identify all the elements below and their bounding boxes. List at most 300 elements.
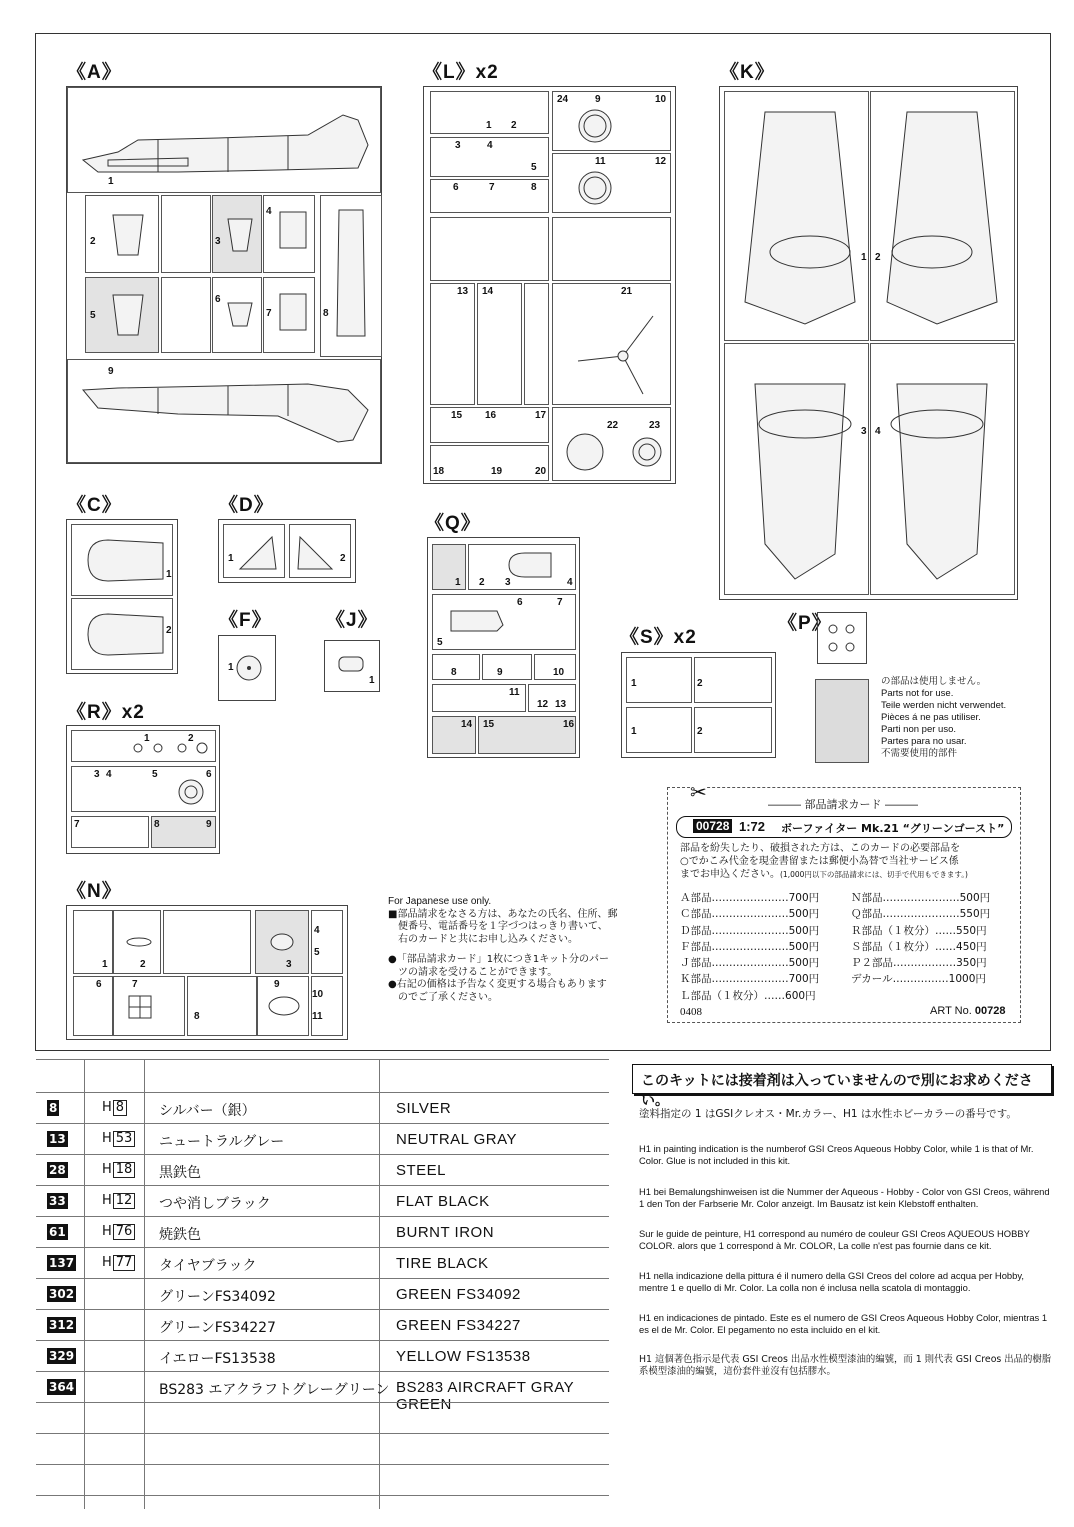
part-number: 1: [228, 553, 234, 564]
part-number: 23: [649, 420, 661, 431]
canopy-part: [337, 653, 367, 677]
part-l22-23-cell: [552, 407, 671, 481]
table-row: [36, 1247, 609, 1279]
part-number: 11: [595, 156, 606, 167]
cockpit-floor-part: [447, 605, 507, 635]
bulkhead-part: [108, 290, 148, 340]
part-c1-cell: [71, 524, 173, 596]
part-s1-cell: [626, 707, 692, 753]
part-a1-cell: [67, 87, 381, 193]
not-used-legend: [881, 676, 1006, 760]
part-n9-cell: [257, 976, 309, 1036]
not-used-de: Teile werden nicht verwendet.: [881, 700, 1007, 711]
hobby-color-prefix: H: [102, 1255, 112, 1270]
bulkhead-part: [108, 210, 148, 260]
part-number: 5: [152, 769, 158, 780]
instruction-line: までお申込ください。: [680, 869, 780, 880]
instruction-line: 部品を紛失したり、破損された方は、このカードの必要部品を: [680, 843, 960, 854]
hobby-color-prefix: H: [102, 1100, 112, 1115]
part-number: 15: [483, 719, 495, 730]
part-number: 18: [433, 466, 445, 477]
part-a8-cell: [320, 195, 382, 357]
part-number: 11: [312, 1011, 323, 1022]
part-k1-cell: [724, 91, 869, 341]
notes-line: 便番号、電話番号を１字づつはっきり書いて、: [398, 921, 608, 932]
sprue-d: [218, 519, 356, 583]
sprue-cell-empty: [524, 283, 549, 405]
part-number: 16: [563, 719, 575, 730]
paint-note-it: H1 nella indicazione della pittura é il numero della GSI Creos del colore ad acqua per Hobby, mentre 1 e quello di Mr. Color. La colla non é inclusa nella scatola di montaggio.: [639, 1270, 1024, 1293]
part-n2-cell: [113, 910, 161, 974]
part-number: 6: [215, 294, 221, 305]
part-s2-cell: [694, 707, 772, 753]
price-item: デカール‥‥‥‥‥‥‥‥1000円: [851, 973, 986, 986]
order-card-title-row: ――― 部品請求カード ―――: [768, 798, 918, 811]
sprue-f: [218, 635, 276, 701]
part-number: 3: [455, 140, 461, 151]
part-n10-11-cell: [311, 976, 343, 1036]
color-name-en: GREEN FS34227: [396, 1317, 521, 1334]
part-l14-cell: [477, 283, 522, 405]
color-name-en: BURNT IRON: [396, 1224, 495, 1241]
color-name-en: TIRE BLACK: [396, 1255, 489, 1272]
seat-part: [225, 216, 255, 256]
part-number: 5: [314, 947, 320, 958]
hobby-color-number: 77: [113, 1255, 136, 1271]
sprue-n: [66, 905, 348, 1040]
color-name-jp: 黒鉄色: [159, 1165, 201, 1181]
price-item: Ａ部品‥‥‥‥‥‥‥‥‥‥‥700円: [680, 892, 820, 904]
part-number: 1: [144, 733, 150, 744]
part-number: 22: [607, 420, 619, 431]
part-number: 4: [106, 769, 112, 780]
part-n1-cell: [73, 910, 113, 974]
part-n3-cell: [255, 910, 309, 974]
notes-line: 右のカードと共にお申し込みください。: [398, 933, 578, 945]
part-number: 2: [697, 726, 703, 737]
part-r7-cell: [71, 816, 149, 848]
clear-parts: [824, 619, 860, 657]
color-name-jp: タイヤブラック: [159, 1258, 257, 1274]
group-k-title: 《K》: [720, 62, 775, 83]
paint-notes: [639, 1108, 1052, 1378]
part-number: 1: [166, 569, 172, 580]
part-number: 1: [108, 176, 114, 187]
paint-note-de: H1 bei Bemalungshinweisen ist die Nummer der Aqueous - Hobby - Color von GSI Creos, während 1 den Ton der Farbserie Mr. Color anzeigt. Im Bausatz ist kein Klebstoff enthalten.: [639, 1186, 1050, 1209]
order-card-title: 部品請求カード: [804, 798, 882, 811]
price-list-right: [851, 890, 990, 988]
part-number: 2: [140, 959, 146, 970]
part-r8-9-cell: [151, 816, 216, 848]
part-number: 1: [455, 577, 461, 588]
part-number: 6: [206, 769, 212, 780]
part-number: 4: [266, 206, 272, 217]
part-q11-cell: [432, 684, 526, 712]
color-name-en: SILVER: [396, 1100, 452, 1117]
part-q5-7-cell: [432, 594, 576, 650]
part-number: 2: [511, 120, 517, 131]
table-header-row: [36, 1059, 609, 1093]
hobby-color-code: [102, 1162, 135, 1178]
scissors-icon: ✂: [690, 780, 707, 804]
kit-name: ボーファイター Mk.21 “グリーンゴースト”: [781, 822, 1005, 835]
part-number: 2: [697, 678, 703, 689]
part-number: 7: [132, 979, 138, 990]
floor-part: [333, 206, 369, 346]
not-used-es: Partes para no usar.: [881, 736, 967, 747]
art-number: [930, 1005, 1005, 1017]
part-number: 21: [621, 286, 633, 297]
part-s1-cell: [626, 657, 692, 703]
canopy-frame-part: [126, 993, 156, 1023]
hobby-color-number: 76: [113, 1224, 136, 1240]
part-number: 2: [875, 252, 881, 263]
nose-part: [505, 551, 555, 579]
table-row: [36, 1309, 609, 1341]
notes-line: ■部品請求をなさる方は、あなたの氏名、住所、郵: [388, 908, 618, 920]
mr-color-code: 33: [49, 1194, 66, 1208]
part-number: 2: [479, 577, 485, 588]
part-d2-cell: [289, 524, 351, 578]
part-n6-cell: [73, 976, 113, 1036]
part-a2-cell: [85, 195, 159, 273]
price-item: Ｌ部品（１枚分）‥‥‥600円: [680, 989, 816, 1002]
part-c2-cell: [71, 598, 173, 670]
part-number: 9: [497, 667, 503, 678]
part-number: 2: [166, 625, 172, 636]
order-card-instructions: [680, 842, 968, 881]
part-number: 2: [90, 236, 96, 247]
price-list-left: [680, 890, 819, 1004]
sprue-l: [423, 86, 676, 484]
part-number: 12: [655, 156, 667, 167]
part-number: 4: [487, 140, 493, 151]
not-used-jp: の部品は使用しません。: [881, 676, 987, 687]
part-a4-cell: [263, 195, 315, 273]
glue-notice-box: [632, 1064, 1052, 1109]
part-number: 8: [451, 667, 457, 678]
color-name-jp: シルバー（銀）: [159, 1103, 256, 1119]
sprue-c: [66, 519, 178, 674]
paint-note-es: H1 en indicaciones de pintado. Este es el numero de GSI Creos Aqueous Hobby Color, mientras 1 es el de Mr. Color. El pegamento no esta incluido en el kit.: [639, 1312, 1048, 1335]
card-date-code: 0408: [680, 1006, 702, 1018]
part-number: 3: [215, 236, 221, 247]
panel-part: [278, 292, 308, 332]
price-item: Ｊ部品‥‥‥‥‥‥‥‥‥‥‥500円: [680, 957, 820, 970]
color-name-en: YELLOW FS13538: [396, 1348, 531, 1365]
part-number: 8: [194, 1011, 200, 1022]
hobby-color-code: [102, 1224, 135, 1240]
mr-color-code: 8: [49, 1101, 58, 1115]
part-number: 8: [154, 819, 160, 830]
part-number: 10: [553, 667, 565, 678]
part-q14-cell: [432, 716, 476, 754]
price-item: Ｄ部品‥‥‥‥‥‥‥‥‥‥‥500円: [680, 924, 820, 937]
price-item: Ｓ部品（１枚分）‥‥‥450円: [851, 940, 987, 953]
small-wheels-part: [130, 739, 214, 757]
part-number: 17: [535, 410, 547, 421]
mr-color-code: 13: [49, 1132, 66, 1146]
color-name-jp: イエローFS13538: [159, 1351, 276, 1367]
hobby-color-code: [102, 1100, 127, 1116]
part-a5-cell: [85, 277, 159, 353]
engine-nacelle-part: [78, 535, 168, 585]
part-number: 1: [102, 959, 108, 970]
notes-line: のでご了承ください。: [398, 991, 498, 1003]
color-name-en: STEEL: [396, 1162, 447, 1179]
color-name-en: NEUTRAL GRAY: [396, 1131, 518, 1148]
instruction-line: ○でかこみ代金を現金書留または郵便小為替で当社サービス係: [680, 856, 959, 867]
part-number: 1: [631, 726, 637, 737]
part-a7-cell: [263, 277, 315, 353]
hobby-color-number: 12: [113, 1193, 136, 1209]
part-number: 1: [861, 252, 867, 263]
part-d1-cell: [223, 524, 285, 578]
notes-line: ツの請求を受けることができます。: [398, 966, 558, 978]
price-item: Ｋ部品‥‥‥‥‥‥‥‥‥‥‥700円: [680, 973, 820, 986]
price-item: Ｒ部品（１枚分）‥‥‥550円: [851, 924, 987, 937]
part-number: 24: [557, 94, 569, 105]
part-number: 4: [875, 426, 881, 437]
part-number: 6: [453, 182, 459, 193]
group-r-title: 《R》x2: [67, 702, 145, 723]
engine-cowl-ring-part: [575, 168, 615, 208]
color-name-en: GREEN FS34092: [396, 1286, 521, 1303]
sprue-k: [719, 86, 1018, 600]
part-number: 1: [486, 120, 492, 131]
sprue-j: [324, 640, 380, 692]
part-number: 3: [286, 959, 292, 970]
not-used-swatch: [815, 679, 869, 763]
part-number: 13: [555, 699, 567, 710]
parts-order-card: [667, 780, 1021, 1023]
table-row: [36, 1278, 609, 1310]
part-number: 14: [482, 286, 494, 297]
mr-color-code: 61: [49, 1225, 66, 1239]
part-number: 1: [369, 675, 375, 686]
part-n7-cell: [113, 976, 185, 1036]
color-name-jp: BS283 エアクラフトグレーグリーン: [159, 1382, 390, 1398]
color-name-jp: 焼鉄色: [159, 1227, 201, 1243]
hobby-color-number: 18: [113, 1162, 136, 1178]
part-number: 5: [531, 162, 537, 173]
part-number: 9: [108, 366, 114, 377]
hobby-color-prefix: H: [102, 1162, 112, 1177]
tire-part: [176, 777, 206, 807]
group-d-title: 《D》: [219, 495, 274, 516]
sprue-cell-empty: [163, 910, 251, 974]
group-s-title: 《S》x2: [620, 627, 697, 648]
part-q12-13-cell: [528, 684, 576, 712]
part-number: 19: [491, 466, 503, 477]
part-q2-4-cell: [468, 544, 576, 590]
part-l9-10-cell: [552, 91, 671, 151]
hobby-color-prefix: H: [102, 1224, 112, 1239]
sprue-p: [817, 612, 867, 664]
part-q15-16-cell: [478, 716, 576, 754]
part-k4-cell: [870, 343, 1015, 595]
fuselage-half-part: [78, 100, 378, 180]
japanese-order-notes: [388, 896, 658, 1004]
color-name-jp: グリーンFS34092: [159, 1289, 276, 1305]
part-q8-cell: [432, 654, 480, 680]
part-number: 6: [517, 597, 523, 608]
hobby-color-prefix: H: [102, 1131, 112, 1146]
mr-color-code: 137: [49, 1256, 75, 1270]
price-item: Ｎ部品‥‥‥‥‥‥‥‥‥‥‥500円: [851, 892, 991, 904]
sprue-a: [66, 86, 382, 464]
paint-note-jp: 塗料指定の 1 はGSIクレオス・Mr.カラー、H1 は水性ホビーカラーの番号です。: [639, 1108, 1017, 1120]
hobby-color-code: [102, 1131, 135, 1147]
part-k3-cell: [724, 343, 869, 595]
part-number: 7: [74, 819, 80, 830]
art-number-label: ART No.: [930, 1005, 972, 1017]
part-k2-cell: [870, 91, 1015, 341]
part-q9-cell: [482, 654, 532, 680]
part-n4-5-cell: [311, 910, 343, 974]
color-name-en: BS283 AIRCRAFT GRAY GREEN: [396, 1379, 574, 1413]
part-number: 1: [631, 678, 637, 689]
part-l11-12-cell: [552, 153, 671, 213]
hobby-color-prefix: H: [102, 1193, 112, 1208]
paint-color-table: [36, 1059, 609, 1509]
part-a6-cell: [212, 277, 262, 353]
wing-lower-part: [877, 102, 1007, 332]
color-name-jp: グリーンFS34227: [159, 1320, 276, 1336]
notes-heading: For Japanese use only.: [388, 896, 492, 907]
notes-line: ●右記の価格は予告なく変更する場合もあります: [388, 979, 607, 990]
not-used-en: Parts not for use.: [881, 688, 954, 699]
part-q10-cell: [534, 654, 576, 680]
table-row: [36, 1340, 609, 1372]
mr-color-code: 312: [49, 1318, 75, 1332]
group-a-title: 《A》: [67, 62, 122, 83]
sprue-s: [621, 652, 776, 758]
part-r3-6-cell: [71, 766, 216, 812]
part-number: 5: [437, 637, 443, 648]
notes-line: ●「部品請求カード」1枚につき1キット分のパー: [388, 954, 610, 965]
fuselage-half-part: [78, 370, 378, 450]
part-l18-20-cell: [430, 445, 549, 481]
sprue-cell-empty: [161, 195, 211, 273]
paint-note-en: H1 in painting indication is the numberof GSI Creos Aqueous Hobby Color, while 1 is that of Mr. Color. Glue is not included in this kit.: [639, 1143, 1034, 1166]
table-row: [36, 1216, 609, 1248]
color-name-jp: ニュートラルグレー: [159, 1134, 285, 1150]
table-row-empty: [36, 1495, 609, 1527]
group-p-title: 《P》: [778, 613, 832, 634]
hobby-color-number: 8: [113, 1100, 127, 1116]
color-name-en: FLAT BLACK: [396, 1193, 490, 1210]
hobby-color-number: 53: [113, 1131, 136, 1147]
propeller-part: [573, 306, 663, 396]
sprue-cell-empty: [161, 277, 211, 353]
part-number: 4: [567, 577, 573, 588]
mr-color-code: 28: [49, 1163, 66, 1177]
part-l6-8-cell: [430, 179, 549, 213]
part-a3-cell: [212, 195, 262, 273]
sprue-cell-empty: [552, 217, 671, 281]
group-c-title: 《C》: [67, 495, 122, 516]
part-number: 4: [314, 925, 320, 936]
not-used-zh: 不需要使用的部件: [881, 748, 958, 759]
color-name-jp: つや消しブラック: [159, 1196, 271, 1212]
part-number: 8: [323, 308, 329, 319]
price-item: Ｆ部品‥‥‥‥‥‥‥‥‥‥‥500円: [680, 940, 820, 953]
part-l15-17-cell: [430, 407, 549, 443]
hobby-color-code: [102, 1193, 135, 1209]
part-l13-cell: [430, 283, 475, 405]
part-number: 9: [595, 94, 601, 105]
part-number: 2: [188, 733, 194, 744]
part-number: 7: [266, 308, 272, 319]
part-l1-2-cell: [430, 91, 549, 134]
not-used-fr: Pièces á ne pas utiliser.: [881, 712, 981, 723]
part-number: 2: [340, 553, 346, 564]
part-number: 3: [505, 577, 511, 588]
part-number: 9: [206, 819, 212, 830]
part-number: 5: [90, 310, 96, 321]
hobby-color-code: [102, 1255, 135, 1271]
part-number: 7: [557, 597, 563, 608]
part-number: 7: [489, 182, 495, 193]
price-item: Ｑ部品‥‥‥‥‥‥‥‥‥‥‥550円: [851, 908, 991, 921]
part-number: 14: [461, 719, 473, 730]
part-number: 13: [457, 286, 469, 297]
spinner-part: [235, 654, 265, 684]
sprue-r: [66, 725, 220, 854]
kit-name-box: [676, 816, 1012, 838]
wing-upper-part: [877, 364, 1007, 594]
kit-code: 00728: [693, 819, 732, 833]
part-number: 20: [535, 466, 547, 477]
table-row: [36, 1185, 609, 1217]
wing-lower-part: [735, 102, 865, 332]
table-row: [36, 1371, 609, 1413]
art-number-value: 00728: [974, 1005, 1006, 1017]
mr-color-code: 302: [49, 1287, 75, 1301]
canopy-part: [266, 993, 302, 1019]
table-row: [36, 1123, 609, 1155]
table-row-empty: [36, 1464, 609, 1496]
part-number: 9: [274, 979, 280, 990]
engine-cowl-ring-part: [575, 106, 615, 146]
panel-part: [278, 210, 308, 250]
group-f-title: 《F》: [219, 610, 272, 631]
wing-upper-part: [735, 364, 865, 594]
mr-color-code: 329: [49, 1349, 75, 1363]
part-l21-cell: [552, 283, 671, 405]
sprue-cell-empty: [430, 217, 549, 281]
table-row: [36, 1154, 609, 1186]
not-used-it: Parti non per uso.: [881, 724, 956, 735]
price-item: Ｃ部品‥‥‥‥‥‥‥‥‥‥‥500円: [680, 908, 820, 921]
part-n8-cell: [187, 976, 257, 1036]
kit-scale: 1:72: [739, 819, 766, 834]
table-row-empty: [36, 1402, 609, 1434]
part-number: 10: [655, 94, 667, 105]
mr-color-code: 364: [49, 1380, 75, 1394]
tailplane-part: [238, 533, 278, 573]
instruction-note: (1,000円以下の部品請求には、切手で代用もできます。): [780, 870, 968, 879]
part-number: 11: [509, 687, 520, 698]
part-a9-cell: [67, 359, 381, 463]
part-number: 12: [537, 699, 549, 710]
part-number: 10: [312, 989, 324, 1000]
part-l3-5-cell: [430, 137, 549, 177]
part-s2-cell: [694, 657, 772, 703]
glue-notice: このキットには接着剤は入っていませんので別にお求めください。: [641, 1073, 1033, 1109]
part-number: 16: [485, 410, 497, 421]
